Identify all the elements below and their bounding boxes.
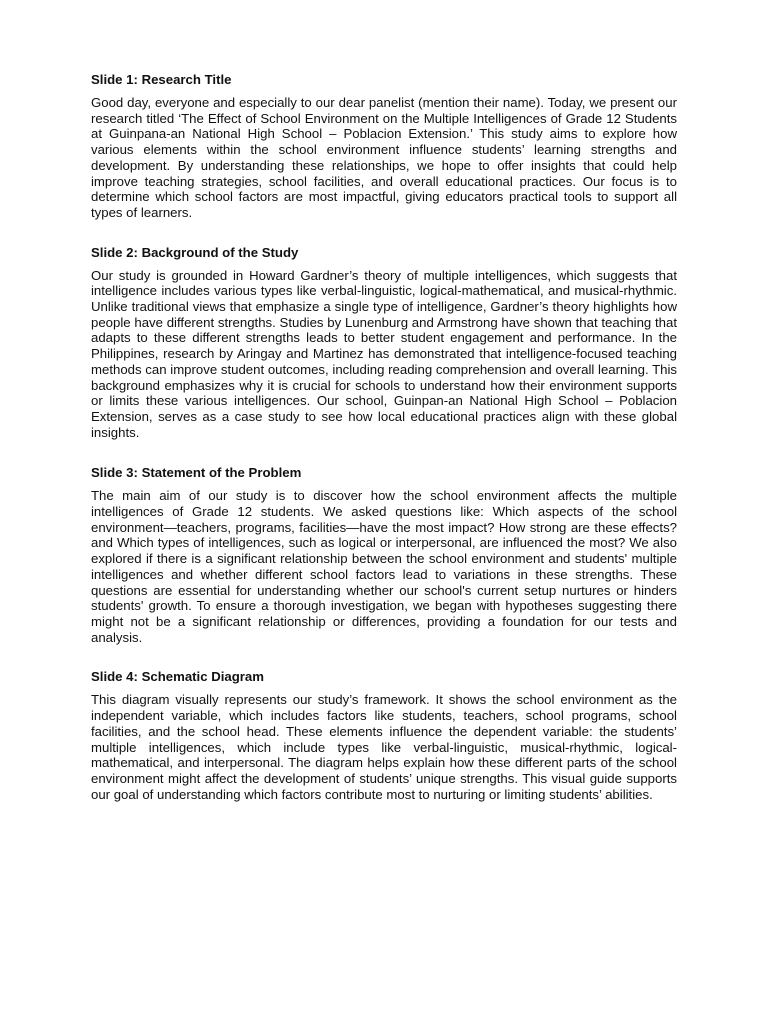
section-research-title <box>91 71 677 221</box>
section-schematic-diagram <box>91 668 677 802</box>
section-background <box>91 244 677 441</box>
section-paragraph: Our study is grounded in Howard Gardner’s theory of multiple intelligences, which suggests that intelligence includes various types like verbal-linguistic, logical-mathematical, and musical-rhythmic. Unlike traditional views that emphasize a single type of intelligence, Gardner’s theory highlights how people have different strengths. Studies by Lunenburg and Armstrong have shown that teaching that adapts to these different strengths leads to better student engagement and performance. In the Philippines, research by Aringay and Martinez has demonstrated that intelligence-focused teaching methods can improve student outcomes, including reading comprehension and overall learning. This background emphasizes why it is crucial for schools to understand how their environment supports or limits these various intelligences. Our school, Guinpan-an National High School – Poblacion Extension, serves as a case study to see how local educational practices align with these global insights. <box>91 267 677 440</box>
section-paragraph: Good day, everyone and especially to our dear panelist (mention their name). Today, we present our research titled ‘The Effect of School Environment on the Multiple Intelligences of Grade 12 Students at Guinpana-an National High School – Poblacion Extension.’ This study aims to explore how various elements within the school environment influence students’ learning strengths and development. By understanding these relationships, we hope to offer insights that could help improve teaching strategies, school facilities, and overall educational practices. Our focus is to determine which school factors are most impactful, giving educators practical tools to support all types of learners. <box>91 95 677 220</box>
section-heading: Slide 2: Background of the Study <box>91 244 299 260</box>
section-heading: Slide 1: Research Title <box>91 72 232 87</box>
section-heading: Slide 4: Schematic Diagram <box>91 669 264 685</box>
section-paragraph: This diagram visually represents our study’s framework. It shows the school environment as the independent variable, which includes factors like students, teachers, school programs, school facilities, and the school head. These elements influence the dependent variable: the students’ multiple intelligences, which include types like verbal-linguistic, musical-rhythmic, logical-mathematical, and interpersonal. The diagram helps explain how these different parts of the school environment might affect the development of students’ unique strengths. This visual guide supports our goal of understanding which factors contribute most to nurturing or limiting students’ abilities. <box>91 692 677 802</box>
section-statement-of-problem <box>91 464 677 645</box>
document-page <box>91 71 677 802</box>
section-paragraph: The main aim of our study is to discover how the school environment affects the multiple intelligences of Grade 12 students. We asked questions like: Which aspects of the school environment—teachers, programs, facilities—have the most impact? How strong are these effects? and Which types of intelligences, such as logical or interpersonal, are influenced the most? We also explored if there is a significant relationship between the school environment and students' multiple intelligences and whether different school factors lead to variations in these strengths. These questions are essential for understanding whether our school's current setup nurtures or hinders students' growth. To ensure a thorough investigation, we began with hypotheses suggesting there might not be a significant relationship or differences, providing a foundation for our tests and analysis. <box>91 488 677 645</box>
section-heading: Slide 3: Statement of the Problem <box>91 465 302 481</box>
